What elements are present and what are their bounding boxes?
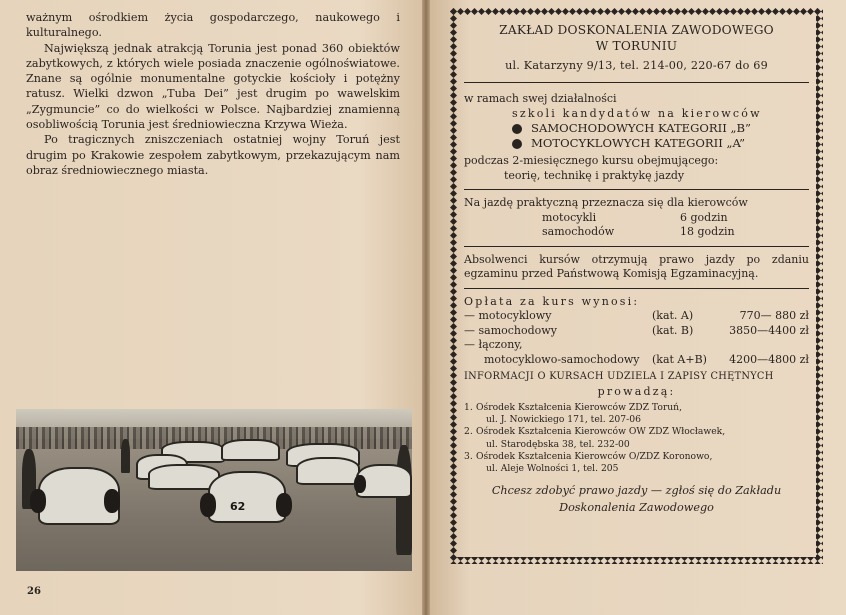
closing-line: Chcesz zdobyć prawo jazdy — zgłoś się do Zakładu bbox=[491, 484, 782, 498]
info-heading: INFORMACJI O KURSACH UDZIELA I ZAPISY CHĘTNYCH bbox=[464, 371, 774, 382]
institution-city: W TORUNIU bbox=[595, 39, 678, 53]
school-name: Ośrodek Kształcenia Kierowców O/ZDZ Koronowo, bbox=[476, 450, 713, 462]
course-line: podczas 2-miesięcznego kursu obejmującego: bbox=[464, 154, 719, 167]
list-item bbox=[464, 426, 809, 450]
category-a bbox=[512, 136, 809, 151]
hours-value: 6 godzin bbox=[680, 210, 728, 224]
fee-label: motocyklowo-samochodowy bbox=[484, 352, 640, 366]
ad-header bbox=[464, 22, 809, 74]
schools-list bbox=[464, 402, 809, 475]
school-address: ul. Aleje Wolności 1, tel. 205 bbox=[486, 463, 619, 475]
book-gutter bbox=[422, 0, 430, 615]
list-number: 3. bbox=[464, 450, 473, 462]
fee-label: — motocyklowy bbox=[464, 309, 552, 322]
fee-category: (kat. B) bbox=[652, 323, 694, 337]
paragraph: ważnym ośrodkiem życia gospodarczego, naukowego i kulturalnego. bbox=[26, 11, 400, 40]
institution-address: ul. Katarzyny 9/13, tel. 214-00, 220-67 do 69 bbox=[505, 59, 768, 72]
fee-value: 3850—4400 zł bbox=[729, 323, 809, 337]
closing-text bbox=[464, 482, 809, 516]
list-item bbox=[464, 402, 809, 426]
hours-label: motocykli bbox=[542, 210, 597, 224]
fee-title: Opłata za kurs wynosi: bbox=[464, 294, 640, 308]
category-b bbox=[512, 121, 809, 136]
hours-value: 18 godzin bbox=[680, 225, 735, 238]
fee-category: (kat. A) bbox=[652, 309, 694, 322]
fee-row bbox=[464, 353, 809, 368]
intro-line: w ramach swej działalności bbox=[464, 92, 617, 105]
divider bbox=[464, 82, 809, 83]
race-cars-photo bbox=[16, 409, 412, 571]
fee-value: 4200—4800 zł bbox=[729, 352, 809, 366]
info-heading-2: prowadzą: bbox=[597, 384, 676, 398]
hours-table bbox=[464, 211, 809, 240]
divider bbox=[464, 189, 809, 190]
fees-section bbox=[464, 295, 809, 368]
divider bbox=[464, 246, 809, 247]
bullet-icon bbox=[512, 124, 522, 134]
left-body-text bbox=[26, 10, 400, 178]
closing-line: Doskonalenia Zawodowego bbox=[559, 501, 714, 515]
fee-row bbox=[464, 324, 809, 339]
institution-name: ZAKŁAD DOSKONALENIA ZAWODOWEGO bbox=[499, 23, 774, 37]
school-name: Ośrodek Kształcenia Kierowców OW ZDZ Włocławek, bbox=[476, 426, 726, 438]
hours-intro: Na jazdę praktyczną przeznacza się dla kierowców bbox=[464, 196, 748, 209]
list-number: 2. bbox=[464, 426, 473, 438]
school-name: Ośrodek Kształcenia Kierowców ZDZ Toruń, bbox=[476, 402, 683, 413]
hours-label: samochodów bbox=[542, 225, 615, 238]
category-b-label: SAMOCHODOWYCH KATEGORII „B” bbox=[531, 121, 751, 135]
fee-category: (kat A+B) bbox=[652, 352, 707, 366]
list-number: 1. bbox=[464, 402, 473, 413]
paragraph: Największą jednak atrakcją Torunia jest ponad 360 obiektów zabytkowych, z których wiele posiada znaczenie ogólnoświatowe. Znane są ogólnie monumentalne gotyckie kościoły i potężny ratusz. Wielki dzwon „Tuba Dei” jest drugim po wawelskim „Zygmuncie” co do wielkości w Polsce. Najbardziej znamienną osobliwością Torunia jest średniowieczna Krzywa Wieża. bbox=[26, 41, 400, 132]
fee-label: — samochodowy bbox=[464, 323, 557, 337]
list-item bbox=[464, 451, 809, 475]
school-address: ul. J. Nowickiego 171, tel. 207-06 bbox=[486, 414, 641, 426]
page-number: 26 bbox=[27, 586, 41, 597]
divider bbox=[464, 288, 809, 289]
bullet-icon bbox=[512, 139, 522, 149]
fee-value: 770— 880 zł bbox=[739, 309, 809, 322]
hours-row bbox=[542, 211, 809, 226]
category-a-label: MOTOCYKLOWYCH KATEGORII „A” bbox=[531, 136, 746, 150]
school-address: ul. Starodębska 38, tel. 232-00 bbox=[486, 438, 630, 450]
fee-combined-label: — łączony, bbox=[464, 338, 523, 351]
fee-row bbox=[464, 309, 809, 324]
car-number: 62 bbox=[230, 500, 246, 513]
advertisement bbox=[450, 8, 823, 564]
intro-line-2: szkoli kandydatów na kierowców bbox=[512, 106, 762, 120]
graduates-text: Absolwenci kursów otrzymują prawo jazdy po zdaniu egzaminu przed Państwową Komisją Egzaminacyjną. bbox=[464, 252, 809, 280]
hours-row bbox=[542, 225, 809, 240]
course-items: teorię, technikę i praktykę jazdy bbox=[504, 168, 685, 182]
paragraph: Po tragicznych zniszczeniach ostatniej wojny Toruń jest drugim po Krakowie zespołem zabytkowym, przekazującym nam obraz średniowiecznego miasta. bbox=[26, 133, 400, 177]
